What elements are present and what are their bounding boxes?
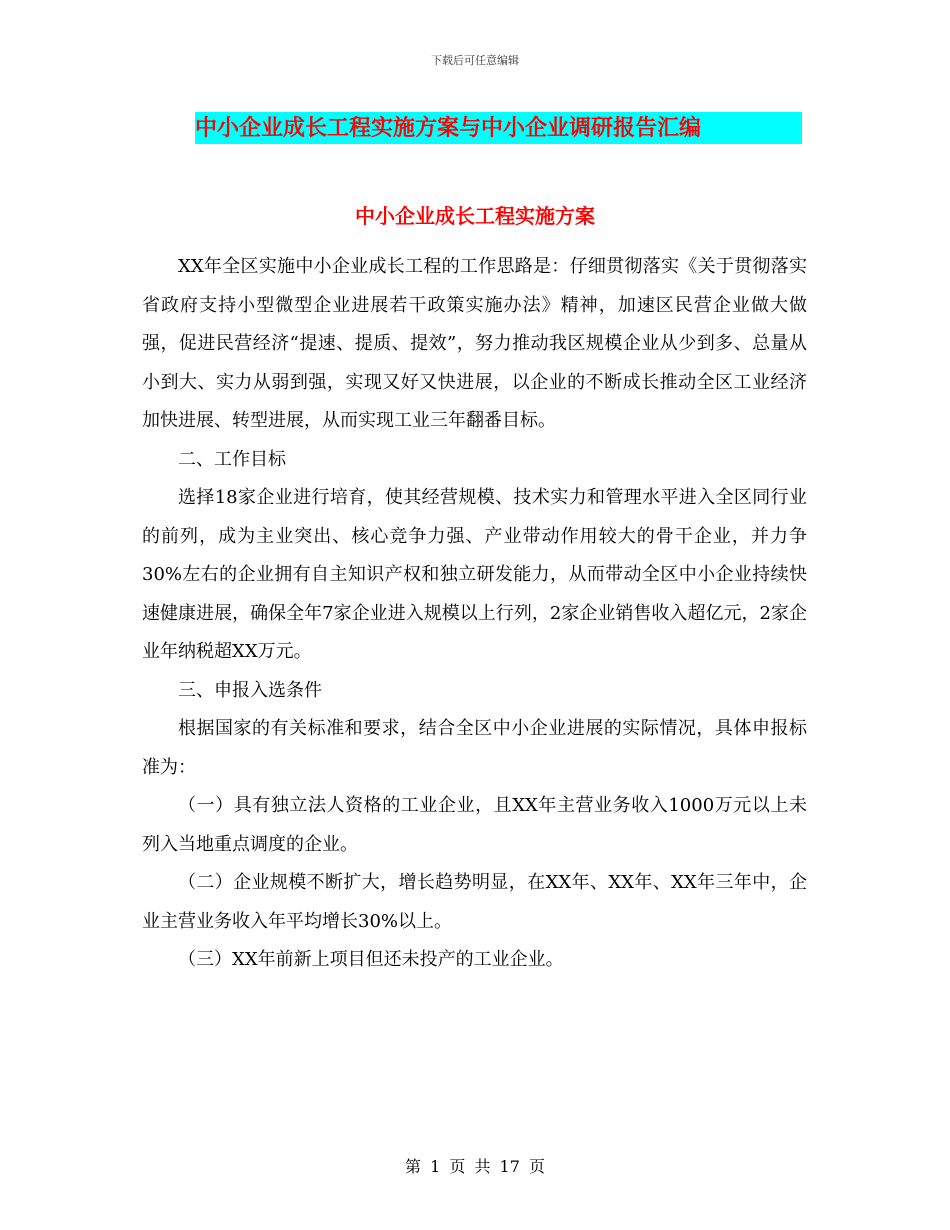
- heading-work-goals: 二、工作目标: [178, 448, 286, 470]
- header-note: 下载后可任意编辑: [431, 54, 519, 67]
- list-item-condition-3: （三）XX年前新上项目但还未投产的工业企业。: [178, 949, 564, 970]
- document-title: 中小企业成长工程实施方案与中小企业调研报告汇编: [195, 112, 802, 144]
- paragraph-work-goals: 选择18家企业进行培育，使其经营规模、技术实力和管理水平进入全区同行业的前列，成为主业突出、核心竞争力强、产业带动作用较大的骨干企业，并力争30%左右的企业拥有自主知识产权和独立研发能力，从而带动全区中小企业持续快速健康进展，确保全年7家企业进入规模以上行列，2家企业销售收入超亿元，2家企业年纳税超XX万元。: [142, 487, 807, 662]
- document-body: [142, 248, 807, 980]
- heading-application-conditions: 三、申报入选条件: [178, 679, 322, 701]
- paragraph-intro: XX年全区实施中小企业成长工程的工作思路是：仔细贯彻落实《关于贯彻落实省政府支持小型微型企业进展若干政策实施办法》精神，加速区民营企业做大做强，促进民营经济“提速、提质、提效”，努力推动我区规模企业从少到多、总量从小到大、实力从弱到强，实现又好又快进展，以企业的不断成长推动全区工业经济加快进展、转型进展，从而实现工业三年翻番目标。: [142, 256, 807, 431]
- list-item-condition-1: （一）具有独立法人资格的工业企业，且XX年主营业务收入1000万元以上未列入当地重点调度的企业。: [142, 795, 807, 855]
- section-title: 中小企业成长工程实施方案: [355, 204, 595, 228]
- list-item-condition-2: （二）企业规模不断扩大，增长趋势明显，在XX年、XX年、XX年三年中，企业主营业务收入年平均增长30%以上。: [142, 872, 807, 932]
- page-footer: 第 1 页 共 17 页: [405, 1157, 545, 1176]
- paragraph-application-standards: 根据国家的有关标准和要求，结合全区中小企业进展的实际情况，具体申报标准为：: [142, 718, 807, 778]
